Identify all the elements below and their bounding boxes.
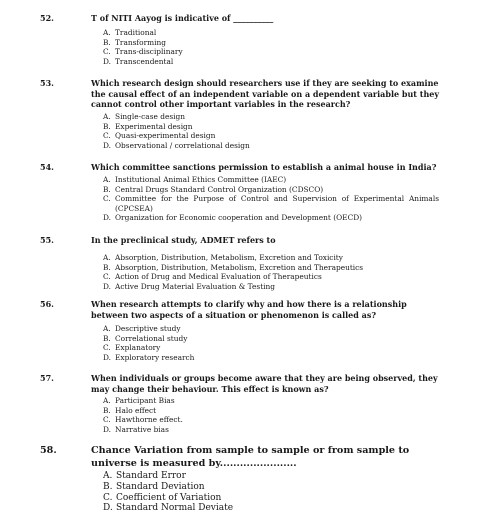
question-number: 57. [40,373,54,383]
option-a [103,28,443,38]
option-text: Coefficient of Variation [116,492,222,503]
question-number: 52. [40,13,54,23]
option-c [103,131,443,141]
question-number: 58. [40,445,57,456]
options-55 [103,253,443,291]
option-letter: D. [103,56,112,66]
option-text: Single-case design [115,112,185,121]
options-58 [103,471,443,514]
option-letter: A. [103,175,111,184]
option-letter: D. [103,503,113,514]
option-letter: D. [103,281,112,291]
option-text: Institutional Animal Ethics Committee (IAEC) [115,175,287,184]
options-54 [103,175,443,223]
option-d [103,57,443,67]
option-text: Absorption, Distribution, Metabolism, Excretion and Therapeutics [115,262,364,272]
option-letter: D. [103,352,112,362]
option-text: Experimental design [115,121,193,131]
option-a [103,253,443,263]
option-letter: D. [103,424,112,434]
option-letter: A. [103,28,111,37]
question-number: 55. [40,235,54,245]
question-number: 53. [40,78,54,88]
option-b [103,122,443,132]
option-letter: A. [103,324,111,333]
option-letter: A. [103,396,111,405]
option-letter: B. [103,405,111,415]
question-text: Which committee sanctions permission to establish a animal house in India? [91,162,437,172]
option-a [103,324,443,334]
option-text: Traditional [115,28,157,37]
option-d [103,141,443,151]
option-letter: C. [103,131,111,141]
option-c [103,194,439,213]
option-text: Quasi-experimental design [115,131,216,141]
option-letter: B. [103,481,113,492]
option-text: Correlational study [115,333,188,343]
option-letter: B. [103,333,111,343]
option-d [103,353,443,363]
option-b [103,334,443,344]
option-text: Trans-disciplinary [115,47,183,57]
question-text: Which research design should researchers use if they are seeking to examine the causal effect of an independent variable on a dependent variable but they cannot control other important variables in the research? [91,78,439,109]
option-d [103,425,443,435]
option-text: Standard Error [116,471,186,481]
option-letter: A. [103,253,111,262]
option-b [103,38,443,48]
option-c [103,272,443,282]
option-text: Halo effect [115,405,157,415]
option-letter: C. [103,194,111,204]
option-letter: C. [103,343,111,353]
option-a [103,175,443,185]
option-text: Central Drugs Standard Control Organization (CDSCO) [115,184,324,194]
option-c [103,493,443,504]
option-text: Transforming [115,37,167,47]
question-text: When research attempts to clarify why and how there is a relationship between two aspects of a situation or phenomenon is called as? [91,299,407,320]
question-text: When individuals or groups become aware that they are being observed, they may change their behaviour. This effect is known as? [91,373,438,394]
option-text: Standard Normal Deviate [116,503,234,514]
option-b [103,482,443,493]
option-letter: C. [103,415,111,425]
option-letter: B. [103,121,111,131]
option-a [103,471,443,482]
option-text: Exploratory research [115,352,195,362]
options-52 [103,28,443,66]
option-letter: A. [103,471,113,481]
option-a [103,396,443,406]
option-d [103,282,443,292]
options-57 [103,396,443,434]
option-letter: D. [103,140,112,150]
option-a [103,112,443,122]
option-b [103,406,443,416]
option-c [103,47,443,57]
options-56 [103,324,443,362]
option-letter: D. [103,213,112,223]
option-text: Standard Deviation [116,481,205,492]
option-text: Organization for Economic cooperation and Development (OECD) [115,213,363,223]
option-text: Explanatory [115,343,161,353]
option-text: Descriptive study [115,324,181,333]
option-letter: B. [103,184,111,194]
option-letter: C. [103,272,111,282]
options-53 [103,112,443,150]
option-text: Action of Drug and Medical Evaluation of Therapeutics [115,272,322,282]
question-number: 56. [40,299,54,309]
option-text: Narrative bias [115,424,169,434]
option-text: Observational / correlational design [115,140,250,150]
option-d [103,503,443,514]
question-text: In the preclinical study, ADMET refers to [91,235,276,245]
option-text: Hawthorne effect. [115,415,183,425]
option-c [103,343,443,353]
question-text: T of NITI Aayog is indicative of __________ [91,13,274,23]
option-c [103,415,443,425]
option-letter: A. [103,112,111,121]
option-text: Participant Bias [115,396,175,405]
option-letter: C. [103,492,113,503]
option-text: Active Drug Material Evaluation & Testing [115,281,276,291]
option-b [103,263,443,273]
option-letter: C. [103,47,111,57]
option-b [103,185,443,195]
option-text: Committee for the Purpose of Control and Supervision of Experimental Animals (CPCSEA) [115,194,439,213]
option-letter: B. [103,37,111,47]
option-text: Absorption, Distribution, Metabolism, Excretion and Toxicity [115,253,343,262]
option-letter: B. [103,262,111,272]
question-number: 54. [40,162,54,172]
option-text: Transcendental [115,56,174,66]
option-d [103,213,443,223]
question-text: Chance Variation from sample to sample or from sample to universe is measured by....................... [91,445,410,469]
